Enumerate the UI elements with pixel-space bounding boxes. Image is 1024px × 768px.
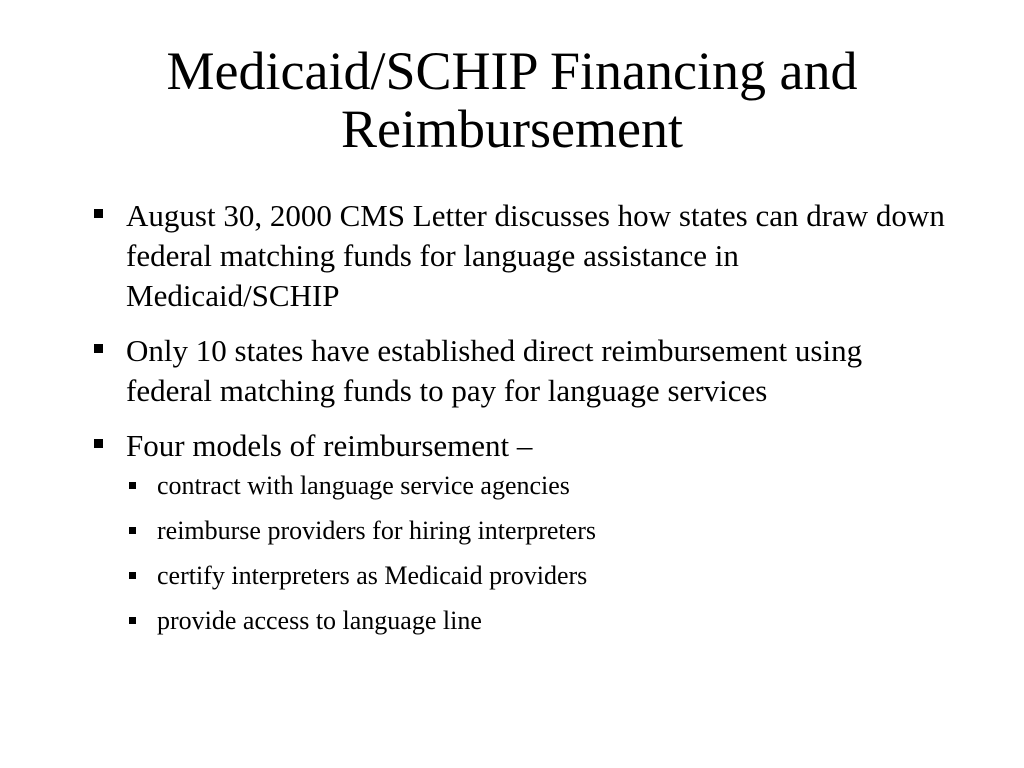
bullet-list [92,196,952,652]
square-bullet-icon [94,344,103,353]
bullet-text: August 30, 2000 CMS Letter discusses how states can draw down federal matching funds for language assistance in Medicaid/SCHIP [126,198,945,313]
sub-bullet-text: reimburse providers for hiring interpreters [157,516,596,545]
sub-bullet-list [126,470,952,637]
sub-bullet-text: contract with language service agencies [157,471,570,500]
sub-bullet-text: certify interpreters as Medicaid providers [157,561,588,590]
square-bullet-icon [129,617,136,624]
sub-bullet-item [126,605,952,637]
bullet-item-four-models [92,426,952,637]
square-bullet-icon [129,482,136,489]
square-bullet-icon [94,439,103,448]
bullet-item-cms-letter [92,196,952,316]
sub-bullet-item [126,560,952,592]
square-bullet-icon [94,209,103,218]
square-bullet-icon [129,572,136,579]
bullet-text: Only 10 states have established direct reimbursement using federal matching funds to pay for language services [126,333,863,408]
bullet-item-ten-states [92,331,952,411]
sub-bullet-item [126,470,952,502]
bullet-text: Four models of reimbursement – [126,428,533,463]
sub-bullet-text: provide access to language line [157,606,482,635]
slide-title: Medicaid/SCHIP Financing and Reimbursement [166,41,858,159]
square-bullet-icon [129,527,136,534]
sub-bullet-item [126,515,952,547]
